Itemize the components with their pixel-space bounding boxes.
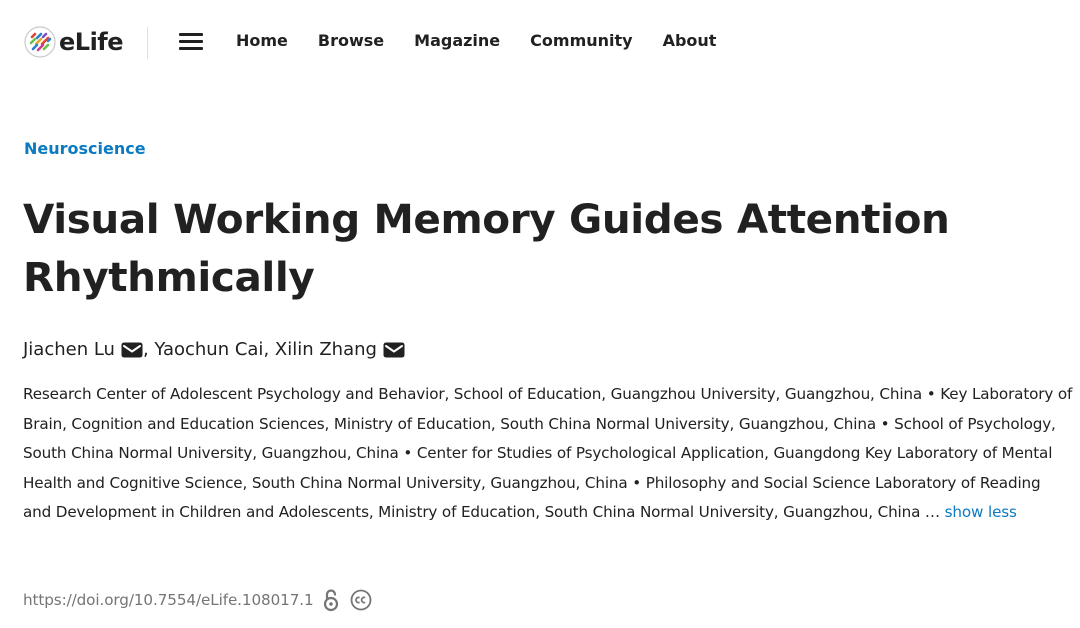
nav-browse[interactable]: Browse: [317, 31, 385, 50]
subject-link[interactable]: Neuroscience: [24, 139, 146, 158]
hamburger-menu-icon[interactable]: [178, 31, 204, 53]
logo-text: eLife: [59, 28, 124, 56]
doi-row: [23, 588, 372, 612]
doi-link[interactable]: https://doi.org/10.7554/eLife.108017.1: [23, 591, 314, 609]
author-list: [23, 338, 405, 362]
author-separator: ,: [142, 339, 155, 360]
header-divider: [147, 27, 148, 59]
affiliations: [23, 380, 1073, 528]
main-nav: [236, 31, 716, 50]
author-name[interactable]: Xilin Zhang: [274, 339, 377, 360]
nav-magazine[interactable]: Magazine: [414, 31, 501, 50]
elife-logo-icon: [24, 26, 56, 58]
article-title: Visual Working Memory Guides Attention Rhythmically: [23, 195, 950, 301]
nav-home[interactable]: Home: [236, 31, 288, 50]
nav-about[interactable]: About: [662, 31, 717, 50]
nav-community[interactable]: Community: [530, 31, 633, 50]
creative-commons-icon[interactable]: [350, 589, 372, 611]
envelope-icon[interactable]: [383, 342, 405, 358]
site-header: [0, 0, 1080, 86]
elife-logo-link[interactable]: [24, 26, 123, 58]
author-name[interactable]: Jiachen Lu: [23, 339, 115, 360]
author-separator: ,: [263, 339, 275, 360]
open-access-lock-icon[interactable]: [322, 588, 340, 612]
show-less-link[interactable]: show less: [944, 503, 1017, 522]
affiliations-text: Research Center of Adolescent Psychology and Behavior, School of Education, Guangzhou University, Guangzhou, China • Key Laboratory of Brain, Cognition and Education Sciences, Ministry of Education, South China Normal University, Guangzhou, China • School of Psychology, South China Normal University, Guangzhou, China • Center for Studies of Psychological Application, Guangdong Key Laboratory of Mental Health and Cognitive Science, South China Normal University, Guangzhou, China • Philosophy and Social Science Laboratory of Reading and Development in Children and Adolescents, Ministry of Education, South China Normal University, Guangzhou, China …: [23, 385, 1073, 522]
envelope-icon[interactable]: [121, 342, 143, 358]
author-name[interactable]: Yaochun Cai: [154, 339, 264, 360]
